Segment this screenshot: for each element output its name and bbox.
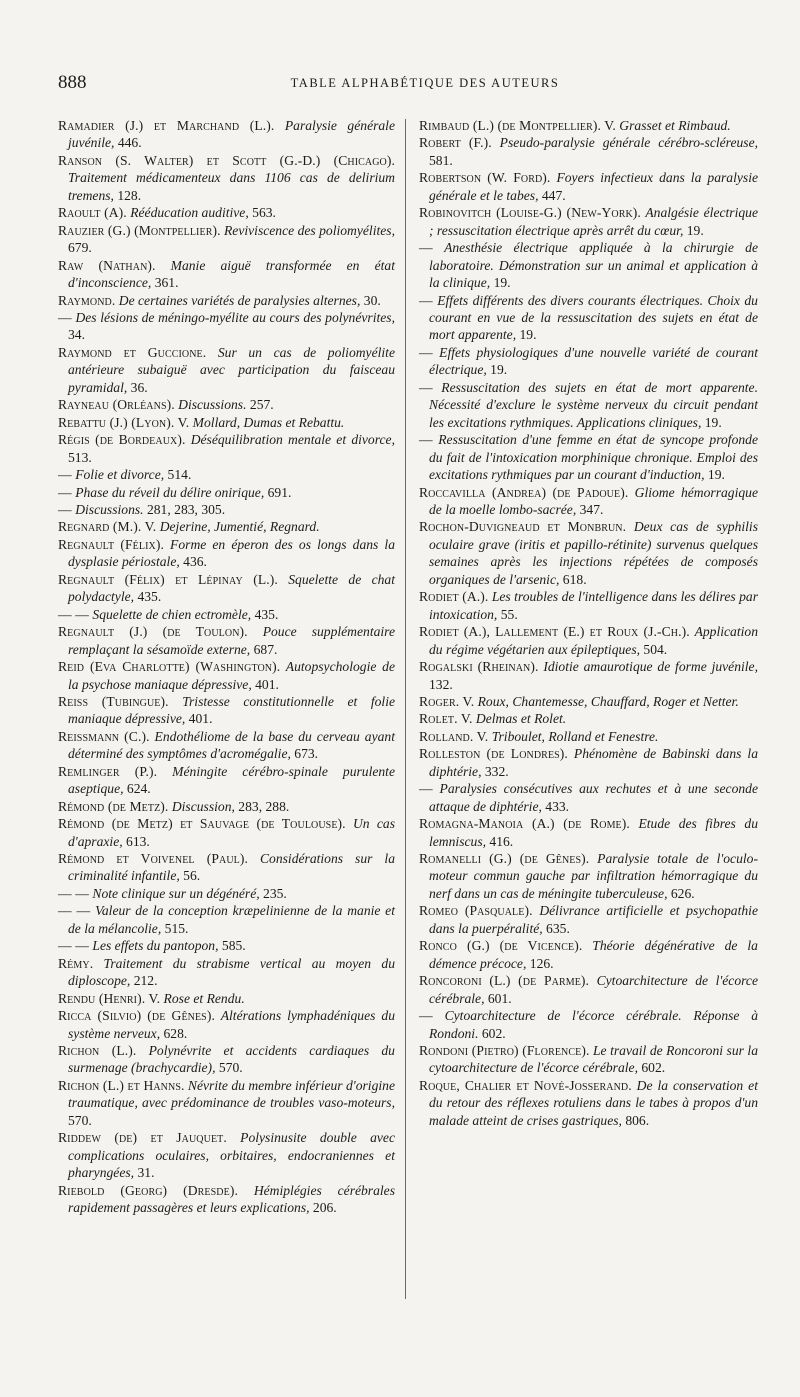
index-entry bbox=[419, 484, 758, 519]
page-reference: 433. bbox=[541, 798, 570, 814]
author-name: Ricca (Silvio) (de Gênes). bbox=[58, 1008, 215, 1024]
author-name: Rémy. bbox=[58, 955, 94, 971]
author-name: — bbox=[58, 501, 76, 517]
index-entry bbox=[58, 815, 395, 850]
author-name: Reid (Eva Charlotte) (Washington). bbox=[58, 659, 281, 675]
author-name: Rauzier (G.) (Montpellier). bbox=[58, 222, 221, 238]
work-title: Théorie dégénérative de la démence précoce, bbox=[429, 938, 758, 971]
author-name: Rodiet (A.). bbox=[419, 589, 489, 605]
index-entry bbox=[419, 815, 758, 850]
page-reference: 602. bbox=[637, 1060, 666, 1076]
index-entry bbox=[58, 204, 395, 221]
index-entry bbox=[58, 292, 395, 309]
work-title: Gliome hémorragique de la moelle lombo-sacrée, bbox=[429, 484, 758, 517]
page-reference: 332. bbox=[481, 763, 509, 779]
page-reference: 628. bbox=[160, 1025, 188, 1041]
work-title: Pouce supplémentaire remplaçant la sésamoïde externe, bbox=[68, 624, 396, 657]
author-name: — bbox=[58, 484, 76, 500]
index-entry bbox=[58, 1182, 395, 1217]
work-title: Rééducation auditive, bbox=[126, 205, 249, 221]
work-title: Hémiplégies cérébrales rapidement passagères et leurs explications, bbox=[68, 1182, 395, 1216]
work-title: Folie et divorce, bbox=[75, 467, 165, 483]
work-title: Paralysie générale juvénile, bbox=[68, 118, 395, 151]
author-name: Ronco (G.) (de Vicence). bbox=[419, 938, 583, 954]
work-title: Traitement médicamenteux dans 1106 cas de delirium tremens, bbox=[68, 170, 395, 203]
work-title: Des lésions de méningo-myélite au cours des polynévrites, bbox=[75, 309, 395, 325]
author-name: Rémond (de Metz) et Sauvage (de Toulouse). bbox=[58, 816, 346, 832]
page-reference: 585. bbox=[218, 938, 246, 954]
index-entry bbox=[58, 571, 395, 606]
index-entry bbox=[419, 204, 758, 239]
work-title: Délivrance artificielle et psychopathie dans la puerpéralité, bbox=[429, 903, 758, 936]
author-name: Rodiet (A.), Lallement (E.) et Roux (J.-Ch.). bbox=[419, 624, 690, 640]
page-reference: 687. bbox=[250, 641, 278, 657]
author-name: — bbox=[419, 379, 442, 395]
author-name: — bbox=[58, 309, 76, 325]
work-title: Les troubles de l'intelligence dans les délires par intoxication, bbox=[429, 589, 758, 622]
author-name: Roncoroni (L.) (de Parme). bbox=[419, 973, 590, 989]
page-reference: 601. bbox=[484, 990, 512, 1006]
index-entry bbox=[58, 1042, 395, 1077]
page-reference: 618. bbox=[559, 571, 587, 587]
work-title: Analgésie électrique ; ressuscitation électrique après arrêt du cœur, bbox=[429, 205, 758, 238]
work-title: Reviviscence des poliomyélites, bbox=[220, 222, 395, 238]
index-entry bbox=[58, 693, 395, 728]
page-reference: 447. bbox=[538, 187, 566, 203]
work-title: De certaines variétés de paralysies alternes, bbox=[115, 292, 361, 308]
author-name: Regnault (Félix). bbox=[58, 536, 164, 552]
page-reference: 613. bbox=[122, 833, 150, 849]
index-entry bbox=[58, 466, 395, 483]
index-entry bbox=[58, 1077, 395, 1129]
right-column bbox=[419, 117, 758, 1129]
page-reference: 416. bbox=[486, 833, 514, 849]
author-name: Rochon-Duvigneaud et Monbrun. bbox=[419, 519, 627, 535]
author-name: Rimbaud (L.) (de Montpellier). V. bbox=[419, 118, 616, 133]
index-entry bbox=[419, 292, 758, 344]
page-reference: 626. bbox=[667, 885, 695, 901]
index-entry bbox=[58, 728, 395, 763]
author-name: — — bbox=[58, 903, 96, 919]
page-reference: 19. bbox=[701, 414, 722, 430]
index-entry bbox=[58, 222, 395, 257]
author-name: Régis (de Bordeaux). bbox=[58, 432, 186, 448]
index-entry bbox=[58, 937, 395, 954]
author-name: Roger. V. bbox=[419, 693, 475, 709]
author-name: — bbox=[419, 781, 440, 797]
author-name: — bbox=[58, 467, 76, 483]
page-reference: 257. bbox=[246, 397, 274, 413]
page-reference: 570. bbox=[215, 1060, 243, 1076]
work-title: Discussion, bbox=[168, 798, 235, 814]
author-name: Rogalski (Rheinan). bbox=[419, 659, 539, 675]
work-title: Deux cas de syphilis oculaire grave (iritis et papillo-rétinite) survenus quelques semaines après les injections répétées de composés organiques de l'arsenic, bbox=[429, 519, 758, 587]
author-name: Robert (F.). bbox=[419, 135, 492, 151]
page-reference: 635. bbox=[542, 920, 570, 936]
index-entry bbox=[419, 710, 758, 727]
work-title: Mollard, Dumas et Rebattu. bbox=[189, 414, 345, 430]
page-reference: 283, 288. bbox=[234, 798, 290, 814]
index-entry bbox=[419, 169, 758, 204]
index-entry bbox=[58, 117, 395, 152]
work-title: Considérations sur la criminalité infantile, bbox=[68, 851, 395, 884]
page-reference: 446. bbox=[114, 135, 142, 151]
index-entry bbox=[419, 972, 758, 1007]
work-title: Déséquilibration mentale et divorce, bbox=[185, 432, 395, 448]
author-name: Rendu (Henri). V. bbox=[58, 990, 161, 1006]
index-entry bbox=[58, 414, 395, 431]
work-title: Grasset et Rimbaud. bbox=[615, 118, 731, 133]
author-name: Regnault (Félix) et Lépinay (L.). bbox=[58, 571, 278, 587]
work-title: Névrite du membre inférieur d'origine traumatique, avec prédominance de troubles vaso-moteurs, bbox=[68, 1077, 395, 1111]
index-columns bbox=[58, 117, 758, 1327]
author-name: Rayneau (Orléans). bbox=[58, 397, 175, 413]
author-name: Rolet. V. bbox=[419, 711, 473, 727]
index-entry bbox=[58, 536, 395, 571]
author-name: Riddew (de) et Jauquet. bbox=[58, 1130, 227, 1146]
index-entry bbox=[419, 902, 758, 937]
author-name: — bbox=[419, 432, 439, 448]
author-name: Rolland. V. bbox=[419, 728, 489, 744]
author-name: Regnard (M.). V. bbox=[58, 519, 157, 535]
work-title: Rose et Rendu. bbox=[160, 990, 245, 1006]
index-entry bbox=[419, 431, 758, 483]
work-title: Le travail de Roncoroni sur la cytoarchitecture de l'écorce cérébrale, bbox=[429, 1043, 758, 1076]
author-name: Robertson (W. Ford). bbox=[419, 170, 551, 186]
index-entry bbox=[419, 745, 758, 780]
index-entry bbox=[58, 955, 395, 990]
index-entry bbox=[58, 763, 395, 798]
page-reference: 581. bbox=[429, 152, 453, 168]
page-reference: 515. bbox=[161, 920, 189, 936]
index-entry bbox=[58, 1007, 395, 1042]
page-reference: 361. bbox=[151, 275, 179, 291]
page-reference: 563. bbox=[248, 205, 276, 221]
work-title: Phénomène de Babinski dans la diphtérie, bbox=[429, 746, 758, 779]
page-reference: 132. bbox=[429, 676, 453, 692]
index-entry bbox=[419, 518, 758, 588]
page-reference: 347. bbox=[576, 501, 604, 517]
index-entry bbox=[58, 798, 395, 815]
work-title: Idiotie amaurotique de forme juvénile, bbox=[538, 659, 758, 675]
index-entry bbox=[419, 134, 758, 169]
author-name: Regnault (J.) (de Toulon). bbox=[58, 624, 248, 640]
index-entry bbox=[58, 484, 395, 501]
index-entry bbox=[58, 658, 395, 693]
author-name: Rémond (de Metz). bbox=[58, 798, 169, 814]
work-title: Ressuscitation des sujets en état de mort apparente. Nécessité d'exclure le système nerveux du circuit pendant les excitations rythmiques. Applications cliniques, bbox=[429, 379, 758, 430]
work-title: Forme en éperon des os longs dans la dysplasie périostale, bbox=[68, 536, 395, 570]
author-name: — bbox=[419, 292, 438, 308]
index-entry bbox=[58, 1129, 395, 1181]
index-entry bbox=[58, 990, 395, 1007]
author-name: Romagna-Manoia (A.) (de Rome). bbox=[419, 816, 630, 832]
index-entry bbox=[58, 309, 395, 344]
page-reference: 128. bbox=[113, 187, 142, 203]
author-name: — — bbox=[58, 606, 93, 622]
work-title: Discussions. bbox=[75, 501, 144, 517]
work-title: Tristesse constitutionnelle et folie maniaque dépressive, bbox=[68, 693, 396, 727]
index-entry bbox=[419, 780, 758, 815]
work-title: Autopsychologie de la psychose maniaque dépressive, bbox=[68, 659, 395, 692]
running-title: TABLE ALPHABÉTIQUE DES AUTEURS bbox=[290, 76, 560, 90]
author-name: — bbox=[419, 344, 440, 360]
work-title: Paralysie totale de l'oculo-moteur commun gauche par infiltration hémorragique du nerf dans un cas de méningite tuberculeuse, bbox=[429, 851, 758, 901]
work-title: Un cas d'apraxie, bbox=[68, 816, 395, 849]
page-reference: 602. bbox=[478, 1025, 506, 1041]
page-reference: 679. bbox=[68, 240, 92, 256]
work-title: Paralysies consécutives aux rechutes et à une seconde attaque de diphtérie, bbox=[429, 781, 758, 814]
column-divider bbox=[405, 119, 406, 1299]
page-reference: 55. bbox=[497, 606, 518, 622]
page-reference: 436. bbox=[179, 554, 207, 570]
work-title: Discussions. bbox=[174, 397, 247, 413]
work-title: Méningite cérébro-spinale purulente aseptique, bbox=[68, 763, 395, 797]
work-title: Valeur de la conception kræpelinienne de la manie et de la mélancolie, bbox=[68, 903, 395, 936]
index-entry bbox=[58, 344, 395, 396]
index-entry bbox=[419, 588, 758, 623]
index-entry bbox=[419, 693, 758, 710]
page-reference: 513. bbox=[68, 449, 92, 465]
author-name: Romeo (Pasquale). bbox=[419, 903, 533, 919]
page-reference: 31. bbox=[134, 1165, 155, 1181]
author-name: Rebattu (J.) (Lyon). V. bbox=[58, 414, 190, 430]
author-name: Romanelli (G.) (de Gênes). bbox=[419, 851, 590, 867]
author-name: — — bbox=[58, 885, 93, 901]
author-name: Ramadier (J.) et Marchand (L.). bbox=[58, 118, 275, 133]
index-entry bbox=[419, 117, 758, 134]
work-title: Note clinique sur un dégénéré, bbox=[92, 885, 260, 901]
index-entry bbox=[58, 257, 395, 292]
page-reference: 19. bbox=[486, 362, 508, 378]
work-title: Cytoarchitecture de l'écorce cérébrale. Réponse à Rondoni. bbox=[429, 1008, 759, 1041]
page-reference: 514. bbox=[164, 467, 192, 483]
page-reference: 56. bbox=[179, 868, 201, 884]
work-title: Pseudo-paralysie générale cérébro-scléreuse, bbox=[491, 135, 758, 151]
page-reference: 281, 283, 305. bbox=[143, 501, 226, 517]
author-name: Remlinger (P.). bbox=[58, 763, 158, 779]
page-reference: 126. bbox=[526, 955, 554, 971]
work-title: Application du régime végétarien aux épileptiques, bbox=[429, 624, 758, 657]
author-name: Raymond et Guccione. bbox=[58, 344, 207, 360]
work-title: Squelette de chien ectromèle, bbox=[92, 606, 252, 622]
work-title: Triboulet, Rolland et Fenestre. bbox=[488, 728, 659, 744]
work-title: Etude des fibres du lemniscus, bbox=[429, 816, 758, 849]
work-title: Delmas et Rolet. bbox=[472, 711, 567, 727]
page-reference: 673. bbox=[290, 746, 319, 762]
author-name: — — bbox=[58, 938, 93, 954]
work-title: Effets physiologiques d'une nouvelle variété de courant électrique, bbox=[429, 344, 759, 378]
page-reference: 19. bbox=[490, 275, 511, 291]
page-reference: 806. bbox=[621, 1112, 650, 1128]
index-entry bbox=[58, 885, 395, 902]
author-name: Riebold (Georg) (Dresde). bbox=[58, 1182, 238, 1198]
page-reference: 212. bbox=[130, 973, 158, 989]
work-title: Polysinusite double avec complications oculaires, orbitaires, endocraniennes et pharyngées, bbox=[68, 1130, 396, 1181]
work-title: Phase du réveil du délire onirique, bbox=[75, 484, 265, 500]
page-reference: 401. bbox=[185, 711, 213, 727]
index-entry bbox=[58, 902, 395, 937]
index-entry bbox=[419, 344, 758, 379]
work-title: Foyers infectieux dans la paralysie générale et le tabes, bbox=[429, 170, 759, 203]
page-reference: 624. bbox=[123, 781, 151, 797]
work-title: Dejerine, Jumentié, Regnard. bbox=[156, 519, 320, 535]
work-title: Anesthésie électrique appliquée à la chirurgie de laboratoire. Démonstration sur un animal et application à la clinique, bbox=[429, 240, 758, 291]
page-reference: 691. bbox=[264, 484, 292, 500]
author-name: — bbox=[419, 1008, 445, 1024]
work-title: Squelette de chat polydactyle, bbox=[68, 571, 395, 605]
page-reference: 504. bbox=[640, 641, 668, 657]
index-entry bbox=[419, 937, 758, 972]
index-entry bbox=[58, 850, 395, 885]
page-reference: 30. bbox=[360, 292, 381, 308]
index-entry bbox=[58, 501, 395, 518]
author-name: Rémond et Voivenel (Paul). bbox=[58, 851, 248, 867]
index-entry bbox=[58, 152, 395, 204]
author-name: Raw (Nathan). bbox=[58, 257, 156, 273]
work-title: Polynévrite et accidents cardiaques du surmenage (brachycardie), bbox=[68, 1043, 395, 1076]
author-name: Rolleston (de Londres). bbox=[419, 746, 568, 762]
index-entry bbox=[419, 379, 758, 431]
work-title: Manie aiguë transformée en état d'inconscience, bbox=[68, 257, 395, 291]
page-reference: 19. bbox=[704, 467, 725, 483]
index-entry bbox=[58, 623, 395, 658]
index-entry bbox=[58, 518, 395, 535]
index-entry bbox=[419, 1042, 758, 1077]
author-name: Raymond. bbox=[58, 292, 116, 308]
author-name: Reiss (Tubingue). bbox=[58, 693, 169, 709]
work-title: Ressuscitation d'une femme en état de syncope profonde du fait de l'intoxication morphinique chronique. Emploi des excitations rythmiques par un courant d'induction, bbox=[429, 432, 758, 483]
author-name: Reissmann (C.). bbox=[58, 728, 150, 744]
page-reference: 34. bbox=[68, 327, 85, 343]
index-entry bbox=[419, 850, 758, 902]
work-title: Roux, Chantemesse, Chauffard, Roger et Netter. bbox=[474, 693, 739, 709]
index-entry bbox=[419, 239, 758, 291]
page-reference: 19. bbox=[516, 327, 537, 343]
work-title: Sur un cas de poliomyélite antérieure subaiguë avec participation du faisceau pyramidal, bbox=[68, 344, 395, 395]
work-title: Endothéliome de la base du cerveau ayant déterminé des symptômes d'acromégalie, bbox=[68, 728, 395, 762]
author-name: Rondoni (Pietro) (Florence). bbox=[419, 1043, 590, 1059]
index-entry bbox=[419, 1007, 758, 1042]
page-reference: 19. bbox=[683, 222, 704, 238]
work-title: Altérations lymphadéniques du système nerveux, bbox=[68, 1008, 395, 1041]
page-reference: 36. bbox=[127, 379, 148, 395]
page-reference: 570. bbox=[68, 1112, 92, 1128]
page-reference: 435. bbox=[251, 606, 279, 622]
work-title: De la conservation et du retour des réflexes rotuliens dans le tabes à propos d'un malade atteint de crises gastriques, bbox=[429, 1077, 758, 1128]
author-name: Richon (L.). bbox=[58, 1043, 137, 1059]
index-entry bbox=[58, 606, 395, 623]
work-title: Les effets du pantopon, bbox=[92, 938, 219, 954]
page-number: 888 bbox=[58, 72, 87, 93]
page-reference: 206. bbox=[309, 1200, 337, 1216]
author-name: Roccavilla (Andrea) (de Padoue). bbox=[419, 484, 629, 500]
author-name: Raoult (A). bbox=[58, 205, 127, 221]
author-name: Richon (L.) et Hanns. bbox=[58, 1077, 185, 1093]
work-title: Effets différents des divers courants électriques. Choix du courant en vue de la ressuscitation des sujets en état de mort apparente, bbox=[429, 292, 758, 343]
author-name: Robinovitch (Louise-G.) (New-York). bbox=[419, 205, 641, 221]
page-reference: 401. bbox=[251, 676, 279, 692]
index-entry bbox=[419, 1077, 758, 1129]
page-reference: 235. bbox=[259, 885, 287, 901]
page-reference: 435. bbox=[134, 589, 162, 605]
work-title: Traitement du strabisme vertical au moyen du diploscope, bbox=[68, 955, 395, 989]
author-name: Roque, Chalier et Nové-Josserand. bbox=[419, 1077, 632, 1093]
index-entry bbox=[419, 728, 758, 745]
index-entry bbox=[419, 658, 758, 693]
index-entry bbox=[419, 623, 758, 658]
index-entry bbox=[58, 431, 395, 466]
page-header bbox=[58, 72, 752, 98]
index-entry bbox=[58, 396, 395, 413]
work-title: Cytoarchitecture de l'écorce cérébrale, bbox=[429, 973, 758, 1006]
author-name: — bbox=[419, 240, 445, 256]
left-column bbox=[58, 117, 395, 1217]
author-name: Ranson (S. Walter) et Scott (G.-D.) (Chicago). bbox=[58, 152, 395, 168]
